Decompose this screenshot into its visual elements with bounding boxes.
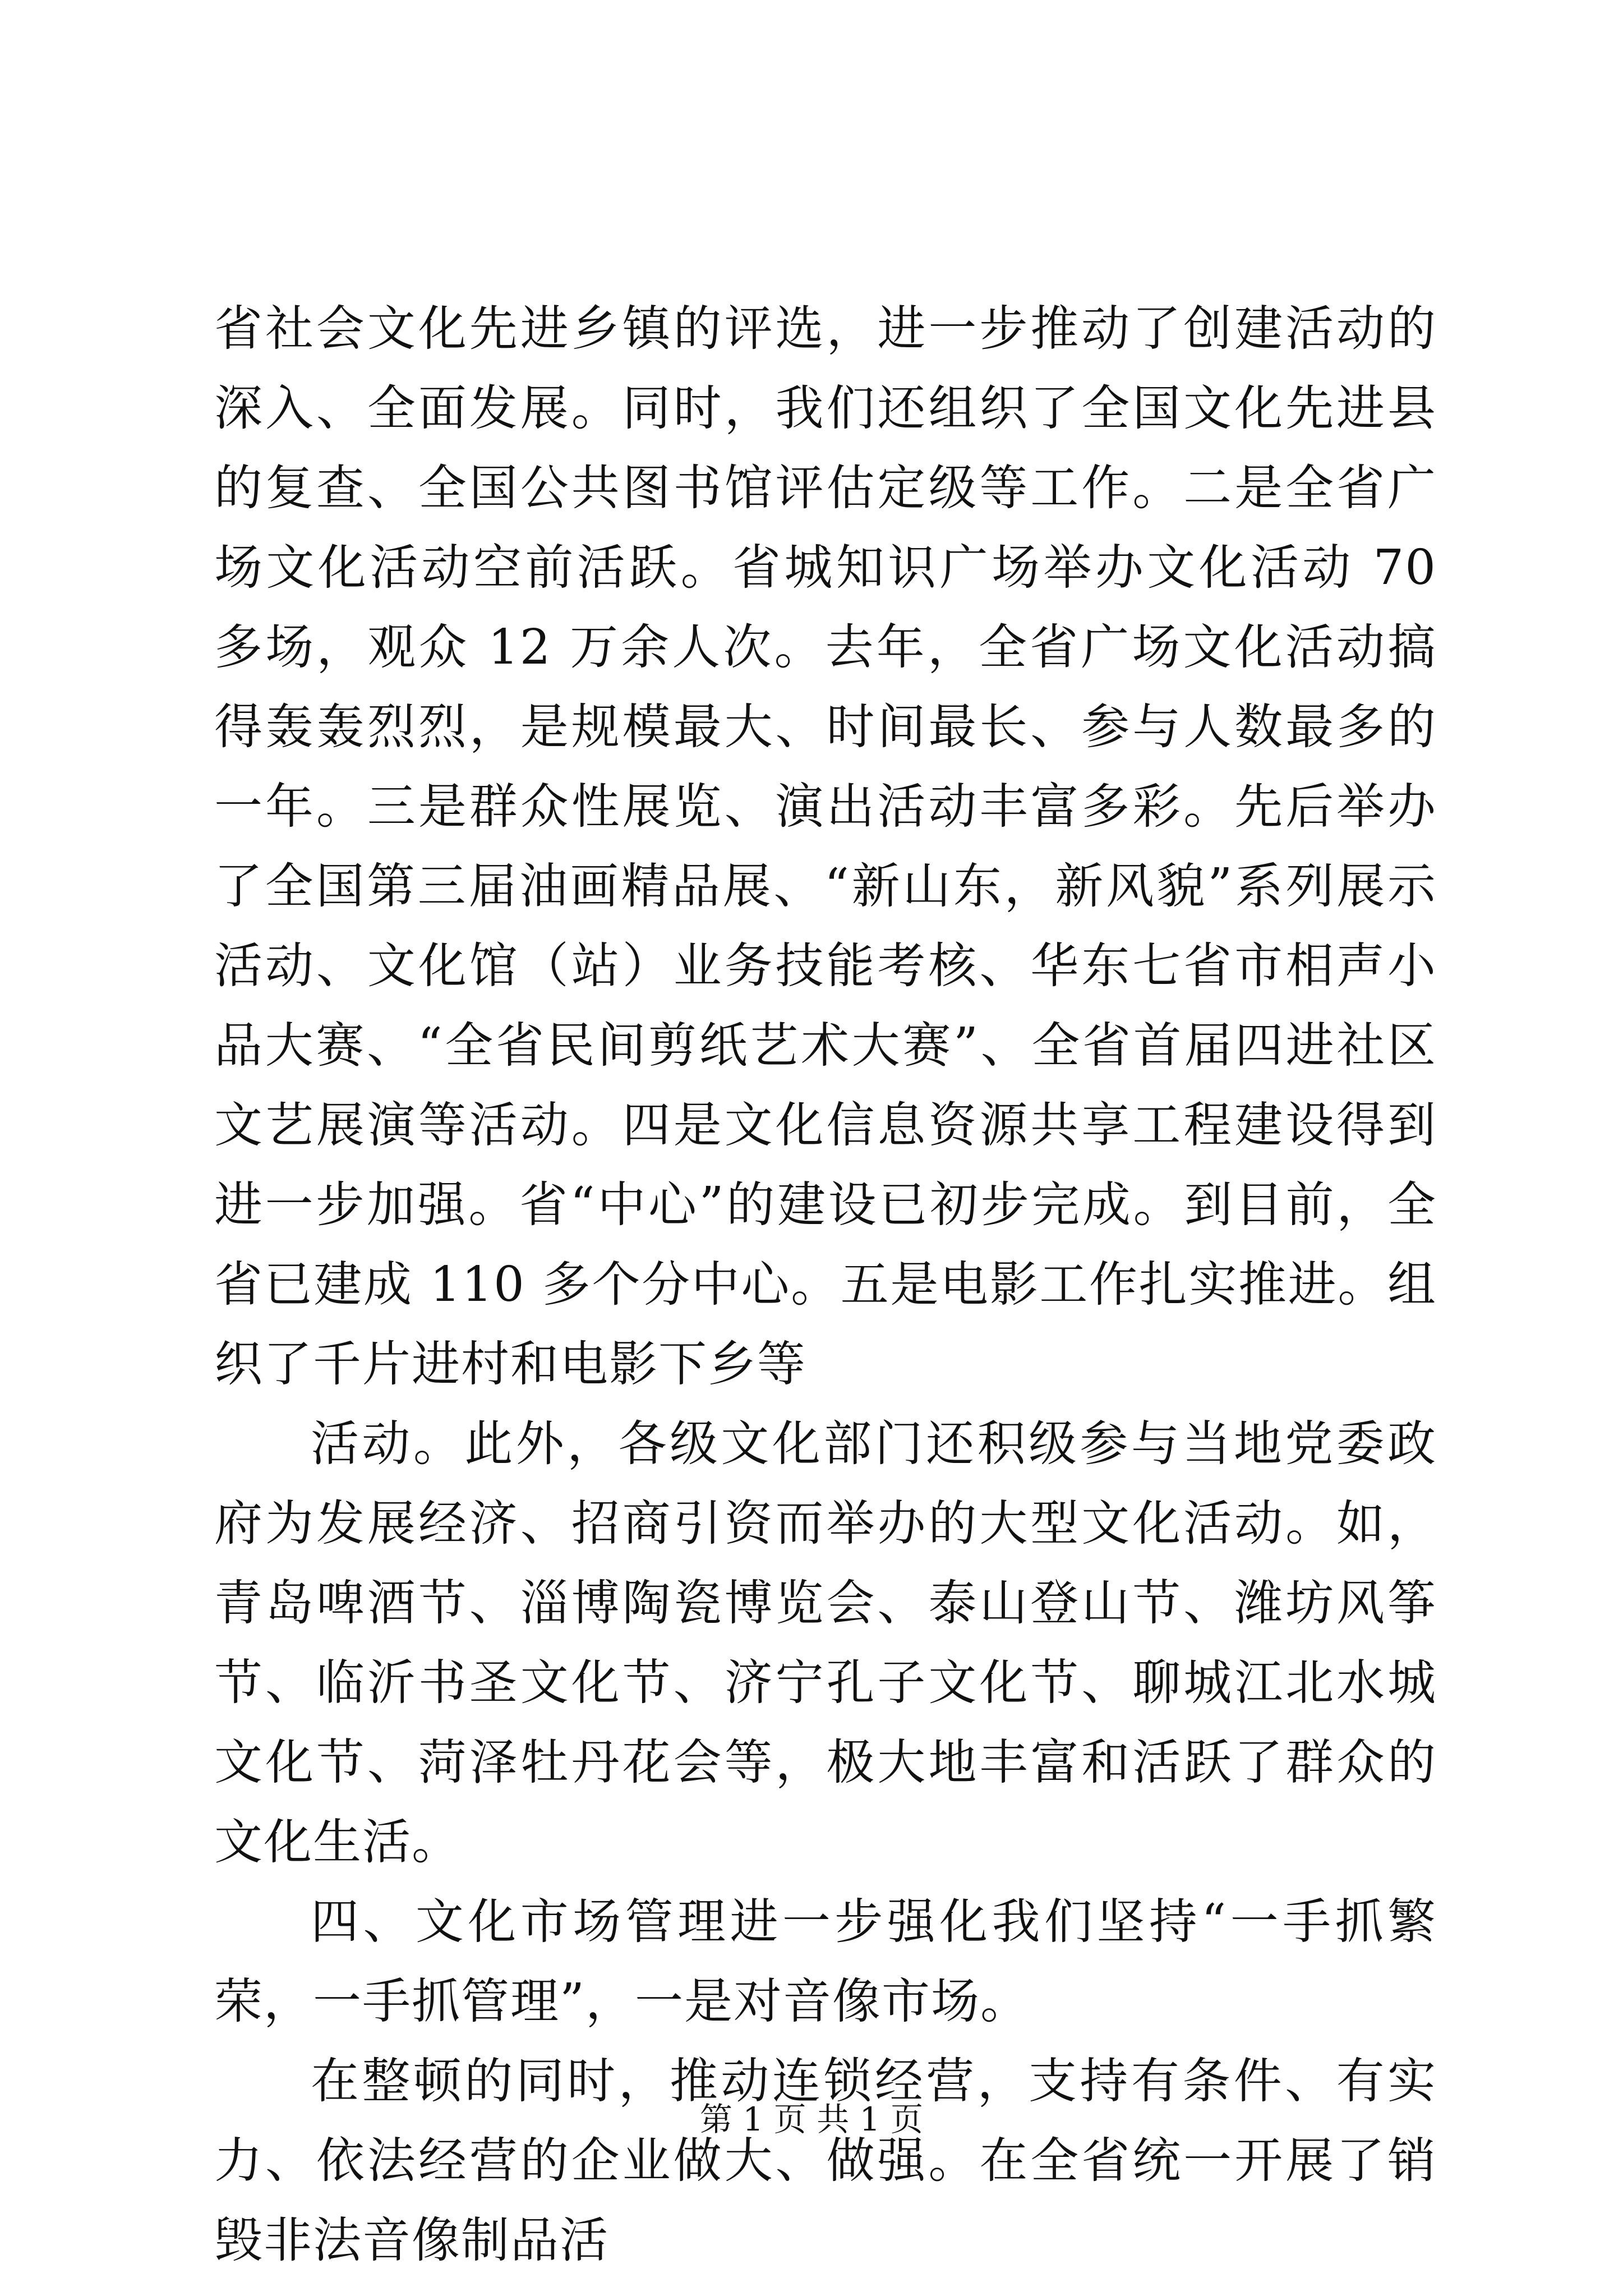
document-body: [214, 289, 1437, 2280]
paragraph-2: 活动。此外，各级文化部门还积级参与当地党委政府为发展经济、招商引资而举办的大型文化活动。如，青岛啤酒节、淄博陶瓷博览会、泰山登山节、潍坊风筝节、临沂书圣文化节、济宁孔子文化节、聊城江北水城文化节、菏泽牡丹花会等，极大地丰富和活跃了群众的文化生活。: [214, 1416, 1437, 1870]
paragraph-1: 省社会文化先进乡镇的评选，进一步推动了创建活动的深入、全面发展。同时，我们还组织了全国文化先进县的复查、全国公共图书馆评估定级等工作。二是全省广场文化活动空前活跃。省城知识广场举办文化活动 70 多场，观众 12 万余人次。去年，全省广场文化活动搞得轰轰烈烈，是规模最大、时间最长、参与人数最多的一年。三是群众性展览、演出活动丰富多彩。先后举办了全国第三届油画精品展、“新山东，新风貌”系列展示活动、文化馆（站）业务技能考核、华东七省市相声小品大赛、“全省民间剪纸艺术大赛”、全省首届四进社区文艺展演等活动。四是文化信息资源共享工程建设得到进一步加强。省“中心”的建设已初步完成。到目前，全省已建成 110 多个分中心。五是电影工作扎实推进。组织了千片进村和电影下乡等: [214, 301, 1437, 1392]
paragraph-4: 在整顿的同时，推动连锁经营，支持有条件、有实力、依法经营的企业做大、做强。在全省统一开展了销毁非法音像制品活: [214, 2053, 1437, 2269]
paragraph-3: 四、文化市场管理进一步强化我们坚持“一手抓繁荣，一手抓管理”，一是对音像市场。: [214, 1894, 1437, 2030]
page-footer: [0, 2097, 1623, 2142]
page-number-label: 第 1 页 共 1 页: [700, 2100, 923, 2138]
